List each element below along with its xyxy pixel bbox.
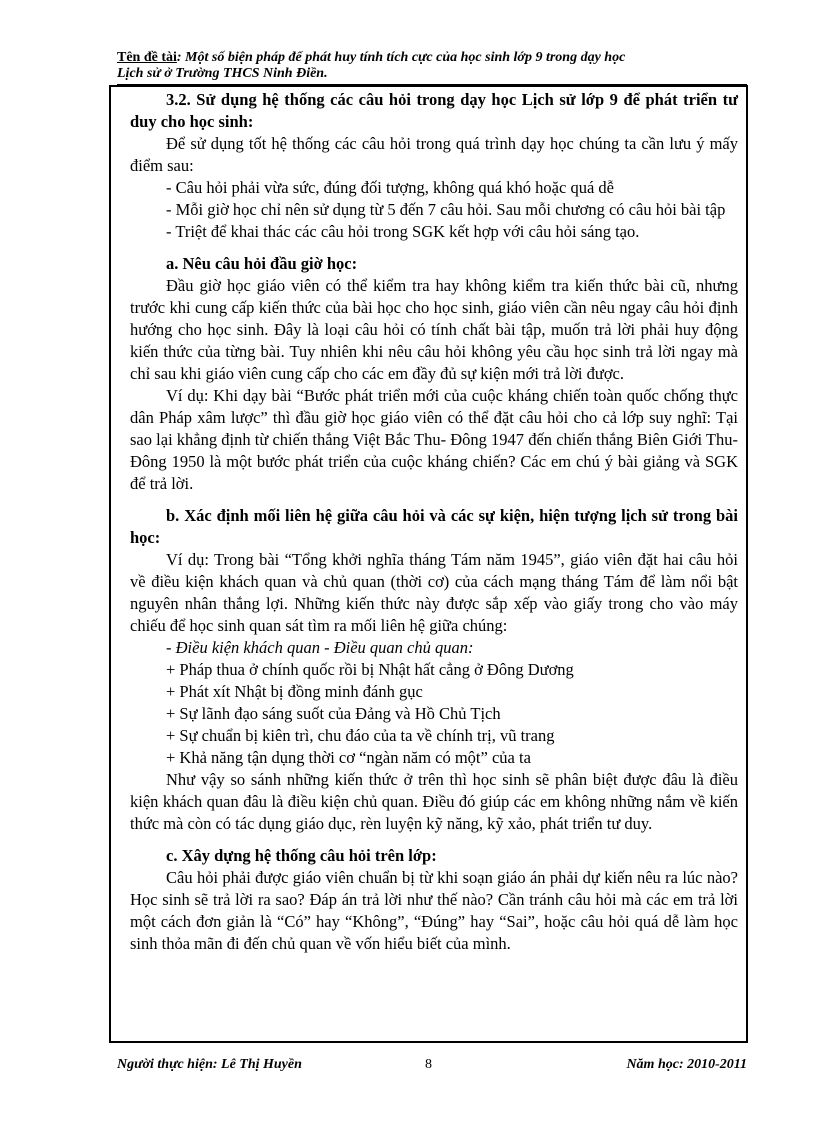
document-body	[130, 89, 738, 955]
condition-item-1: + Pháp thua ở chính quốc rồi bị Nhật hất cẳng ở Đông Dương	[166, 660, 574, 679]
condition-item-3: + Sự lãnh đạo sáng suốt của Đảng và Hồ Chủ Tịch	[166, 704, 501, 723]
subsection-a-paragraph-1: Đầu giờ học giáo viên có thể kiểm tra hay không kiểm tra kiến thức bài cũ, nhưng trước khi cung cấp kiến thức của bài học cho học sinh, giáo viên cần nêu ngay câu hỏi định hướng cho học sinh. Đây là loại câu hỏi có tính chất bài tập, muốn trả lời phải huy động kiến thức của từng bài. Tuy nhiên khi nêu câu hỏi không yêu cầu học sinh trả lời ngay mà chỉ sau khi giáo viên cung cấp cho các em đầy đủ sự kiện mới trả lời được.	[130, 276, 738, 383]
conditions-heading: - Điều kiện khách quan - Điều quan chủ quan:	[166, 638, 474, 657]
bullet-1: - Câu hỏi phải vừa sức, đúng đối tượng, không quá khó hoặc quá dễ	[166, 178, 614, 197]
subsection-c-title: c. Xây dựng hệ thống câu hỏi trên lớp:	[166, 846, 437, 865]
header-line-1	[117, 50, 757, 66]
footer-author: Người thực hiện: Lê Thị Huyền	[117, 1057, 302, 1072]
section-title: 3.2. Sử dụng hệ thống các câu hỏi trong dạy học Lịch sử lớp 9 để phát triển tư duy cho học sinh:	[130, 90, 738, 131]
subsection-a-title: a. Nêu câu hỏi đầu giờ học:	[166, 254, 358, 273]
page-footer	[117, 1057, 747, 1077]
subsection-b-title: b. Xác định mối liên hệ giữa câu hỏi và các sự kiện, hiện tượng lịch sử trong bài học:	[130, 506, 738, 547]
bullet-3: - Triệt để khai thác các câu hỏi trong SGK kết hợp với câu hỏi sáng tạo.	[166, 222, 640, 241]
footer-school-year: Năm học: 2010-2011	[626, 1057, 747, 1072]
topic-label: Tên đề tài	[117, 50, 177, 65]
condition-item-4: + Sự chuẩn bị kiên trì, chu đáo của ta về chính trị, vũ trang	[166, 726, 555, 745]
subsection-c-paragraph-1: Câu hỏi phải được giáo viên chuẩn bị từ khi soạn giáo án phải dự kiến nêu ra lúc nào? Học sinh sẽ trả lời ra sao? Đáp án trả lời như thế nào? Cần tránh câu hỏi mà các em trả lời một cách đơn giản là “Có” hay “Không”, “Đúng” hay “Sai”, hoặc câu hỏi quá dễ làm học sinh thỏa mãn đi đến chủ quan về vốn hiểu biết của mình.	[130, 868, 738, 953]
subsection-a-paragraph-2: Ví dụ: Khi dạy bài “Bước phát triển mới của cuộc kháng chiến toàn quốc chống thực dân Pháp xâm lược” thì đầu giờ học giáo viên có thể đặt câu hỏi cho cả lớp suy nghĩ: Tại sao lại khẳng định từ chiến thắng Việt Bắc Thu- Đông 1947 đến chiến thắng Biên Giới Thu- Đông 1950 là một bước phát triển của cuộc kháng chiến? Các em chú ý bài giảng và SGK để trả lời.	[130, 386, 738, 493]
subsection-b-paragraph-2: Như vậy so sánh những kiến thức ở trên thì học sinh sẽ phân biệt được đâu là điều kiện khách quan đâu là điều kiện chủ quan. Điều đó giúp các em không những nắm về kiến thức mà còn có tác dụng giáo dục, rèn luyện kỹ năng, kỹ xảo, phát triển tư duy.	[130, 770, 738, 833]
condition-item-5: + Khả năng tận dụng thời cơ “ngàn năm có một” của ta	[166, 748, 531, 767]
subsection-b-paragraph-1: Ví dụ: Trong bài “Tổng khởi nghĩa tháng Tám năm 1945”, giáo viên đặt hai câu hỏi về điều kiện khách quan và chủ quan (thời cơ) của cách mạng tháng Tám để làm nổi bật nguyên nhân thắng lợi. Những kiến thức này được sắp xếp vào giấy trong cho vào máy chiếu để học sinh quan sát tìm ra mối liên hệ giữa chúng:	[130, 550, 738, 635]
intro-paragraph: Để sử dụng tốt hệ thống các câu hỏi trong quá trình dạy học chúng ta cần lưu ý mấy điểm sau:	[130, 134, 738, 175]
page-number: 8	[425, 1057, 432, 1072]
topic-title-line-2: Lịch sử ở Trường THCS Ninh Điền.	[117, 66, 328, 81]
topic-title-line-1: : Một số biện pháp để phát huy tính tích cực của học sinh lớp 9 trong dạy học	[176, 50, 626, 65]
page-header	[117, 50, 757, 82]
bullet-2: - Mỗi giờ học chỉ nên sử dụng từ 5 đến 7 câu hỏi. Sau mỗi chương có câu hỏi bài tập	[166, 200, 726, 219]
condition-item-2: + Phát xít Nhật bị đồng minh đánh gục	[166, 682, 423, 701]
